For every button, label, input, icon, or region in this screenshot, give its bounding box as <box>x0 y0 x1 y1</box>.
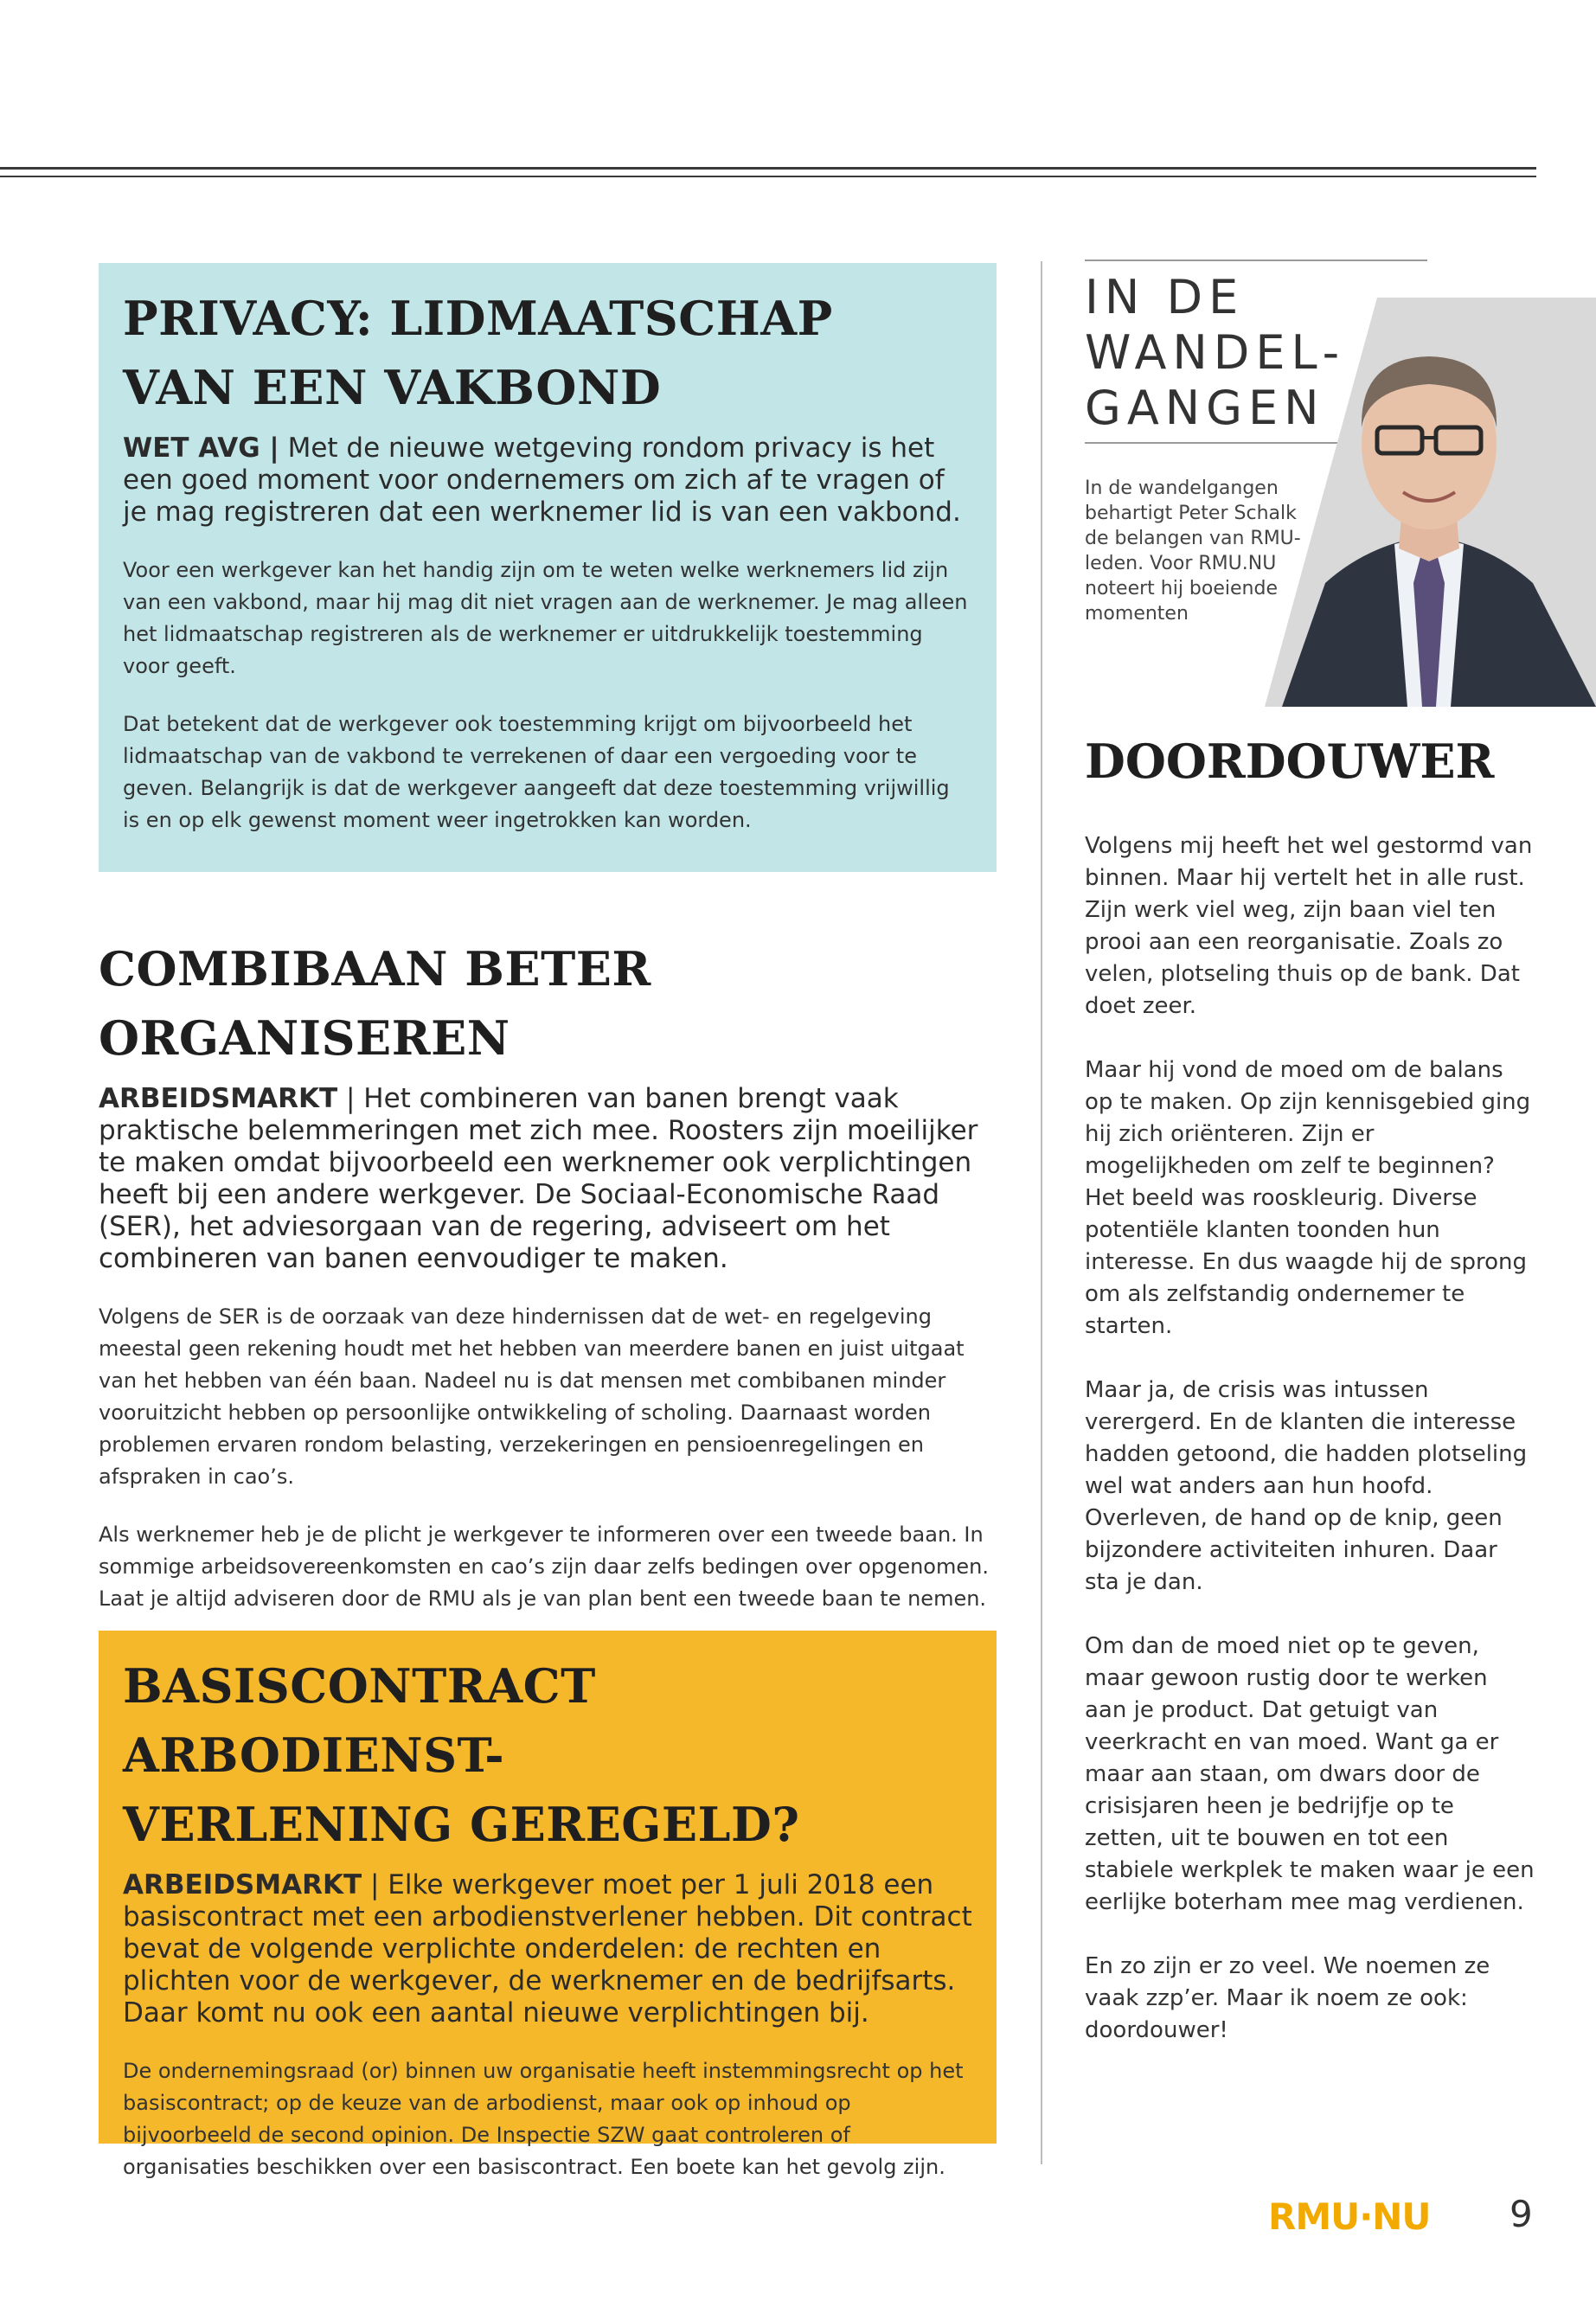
doordouwer-paragraph-5: En zo zijn er zo veel. We noemen ze vaak zzp’er. Maar ik noem ze ook: doordouwer! <box>1085 1953 1490 2043</box>
privacy-paragraph-1: Voor een werkgever kan het handig zijn om te weten welke werknemers lid zijn van een vakbond, maar hij mag dit niet vragen aan de werknemer. Je mag alleen het lidmaatschap registreren als de werknemer er uitdrukkelijk toestemming voor geeft. <box>123 558 968 678</box>
combibaan-tag: ARBEIDSMARKT <box>99 1083 338 1114</box>
basiscontract-lead-text: | Elke werkgever moet per 1 juli 2018 een basiscontract met een arbodienstverlener hebben. Dit contract bevat de volgende verplichte onderdelen: de rechten en plichten voor de werkgever, de werknemer en de bedrijfsarts. Daar komt nu ook een aantal nieuwe verplichtingen bij. <box>123 1869 972 2029</box>
doordouwer-paragraph-2: Maar hij vond de moed om de balans op te maken. Op zijn kennisgebied ging hij zich oriënteren. Zijn er mogelijkheden om zelf te beginnen? Het beeld was rooskleurig. Diverse potentiële klanten toonden hun interesse. En dus waagde hij de sprong om als zelfstandig ondernemer te starten. <box>1085 1057 1531 1339</box>
rmu-nu-logo: RMU·NU <box>1268 2195 1431 2238</box>
basiscontract-paragraph-1: De ondernemingsraad (or) binnen uw organisatie heeft instemmingsrecht op het basiscontract; op de keuze van de arbodienst, maar ook op inhoud op bijvoorbeeld de second opinion. De Inspectie SZW gaat controleren of organisaties beschikken over een basiscontract. Een boete kan het gevolg zijn. <box>123 2059 964 2179</box>
basiscontract-article <box>99 1631 997 2179</box>
privacy-paragraph-2: Dat betekent dat de werkgever ook toestemming krijgt om bijvoorbeeld het lidmaatschap van de vakbond te verrekenen of daar een vergoeding voor te geven. Belangrijk is dat de werkgever aangeeft dat deze toestemming vrijwillig is en op elk gewenst moment weer ingetrokken kan worden. <box>123 712 950 832</box>
sidebar-rule-top <box>1085 260 1427 261</box>
kicker-line1: IN DE <box>1085 270 1245 324</box>
privacy-lead <box>123 433 972 529</box>
basiscontract-heading-line1: BASISCONTRACT ARBODIENST- <box>123 1658 596 1783</box>
privacy-lead-text: Met de nieuwe wetgeving rondom privacy is het een goed moment voor ondernemers om zich af te vragen of je mag registreren dat een werknemer lid is van een vakbond. <box>123 433 961 528</box>
privacy-tag: WET AVG | <box>123 433 279 464</box>
page-number: 9 <box>1509 2193 1533 2235</box>
basiscontract-heading <box>123 1651 972 1859</box>
column-divider <box>1041 261 1042 2164</box>
doordouwer-body <box>1085 830 1535 2079</box>
combibaan-lead-text: | Het combineren van banen brengt vaak praktische belemmeringen met zich mee. Roosters zijn moeilijker te maken omdat bijvoorbeeld een werknemer ook verplichtingen heeft bij een andere werkgever. De Sociaal-Economische Raad (SER), het adviesorgaan van de regering, adviseert om het combineren van banen eenvoudiger te maken. <box>99 1083 978 1274</box>
privacy-heading-line2: VAN EEN VAKBOND <box>123 360 662 415</box>
basiscontract-heading-line2: VERLENING GEREGELD? <box>123 1797 800 1852</box>
combibaan-paragraph-2: Als werknemer heb je de plicht je werkgever te informeren over een tweede baan. In sommige arbeidsovereenkomsten en cao’s zijn daar zelfs bedingen over opgenomen. Laat je altijd adviseren door de RMU als je van plan bent een tweede baan te nemen. <box>99 1522 989 1611</box>
top-rule-thin <box>0 176 1536 177</box>
doordouwer-heading: DOORDOUWER <box>1085 734 1495 789</box>
kicker-line3: GANGEN <box>1085 381 1325 435</box>
privacy-heading <box>123 284 972 422</box>
combibaan-article <box>99 934 998 1615</box>
combibaan-paragraph-1: Volgens de SER is de oorzaak van deze hindernissen dat de wet- en regelgeving meestal geen rekening houdt met het hebben van meerdere banen en juist uitgaat van het hebben van één baan. Nadeel nu is dat mensen met combibanen minder vooruitzicht hebben op persoonlijke ontwikkeling of scholing. Daarnaast worden problemen ervaren rondom belasting, verzekeringen en pensioenregelingen en afspraken in cao’s. <box>99 1304 965 1489</box>
combibaan-lead <box>99 1083 998 1275</box>
combibaan-heading: COMBIBAAN BETER ORGANISEREN <box>99 941 651 1066</box>
kicker-line2: WANDEL- <box>1085 325 1346 380</box>
doordouwer-paragraph-1: Volgens mij heeft het wel gestormd van binnen. Maar hij vertelt het in alle rust. Zijn werk viel weg, zijn baan viel ten prooi aan een reorganisatie. Zoals zo velen, plotseling thuis op de bank. Dat doet zeer. <box>1085 833 1533 1019</box>
basiscontract-tag: ARBEIDSMARKT <box>123 1869 362 1900</box>
privacy-heading-line1: PRIVACY: LIDMAATSCHAP <box>123 291 833 346</box>
doordouwer-paragraph-4: Om dan de moed niet op te geven, maar gewoon rustig door te werken aan je product. Dat getuigt van veerkracht en van moed. Want ga er maar aan staan, om dwars door de crisisjaren heen je bedrijfje op te zetten, uit te bouwen en tot een stabiele werkplek te maken waar je een eerlijke boterham mee mag verdienen. <box>1085 1633 1535 1915</box>
top-rule <box>0 167 1536 170</box>
doordouwer-paragraph-3: Maar ja, de crisis was intussen verergerd. En de klanten die interesse hadden getoond, die hadden plotseling wel wat anders aan hun hoofd. Overleven, de hand op de knip, geen bijzondere activiteiten inhuren. Daar sta je dan. <box>1085 1377 1528 1595</box>
column-intro: In de wandelgangen behartigt Peter Schalk de belangen van RMU-leden. Voor RMU.NU noteert hij boeiende momenten <box>1085 478 1301 625</box>
author-portrait <box>1265 298 1596 707</box>
privacy-article <box>99 263 997 872</box>
basiscontract-lead <box>123 1869 972 2029</box>
